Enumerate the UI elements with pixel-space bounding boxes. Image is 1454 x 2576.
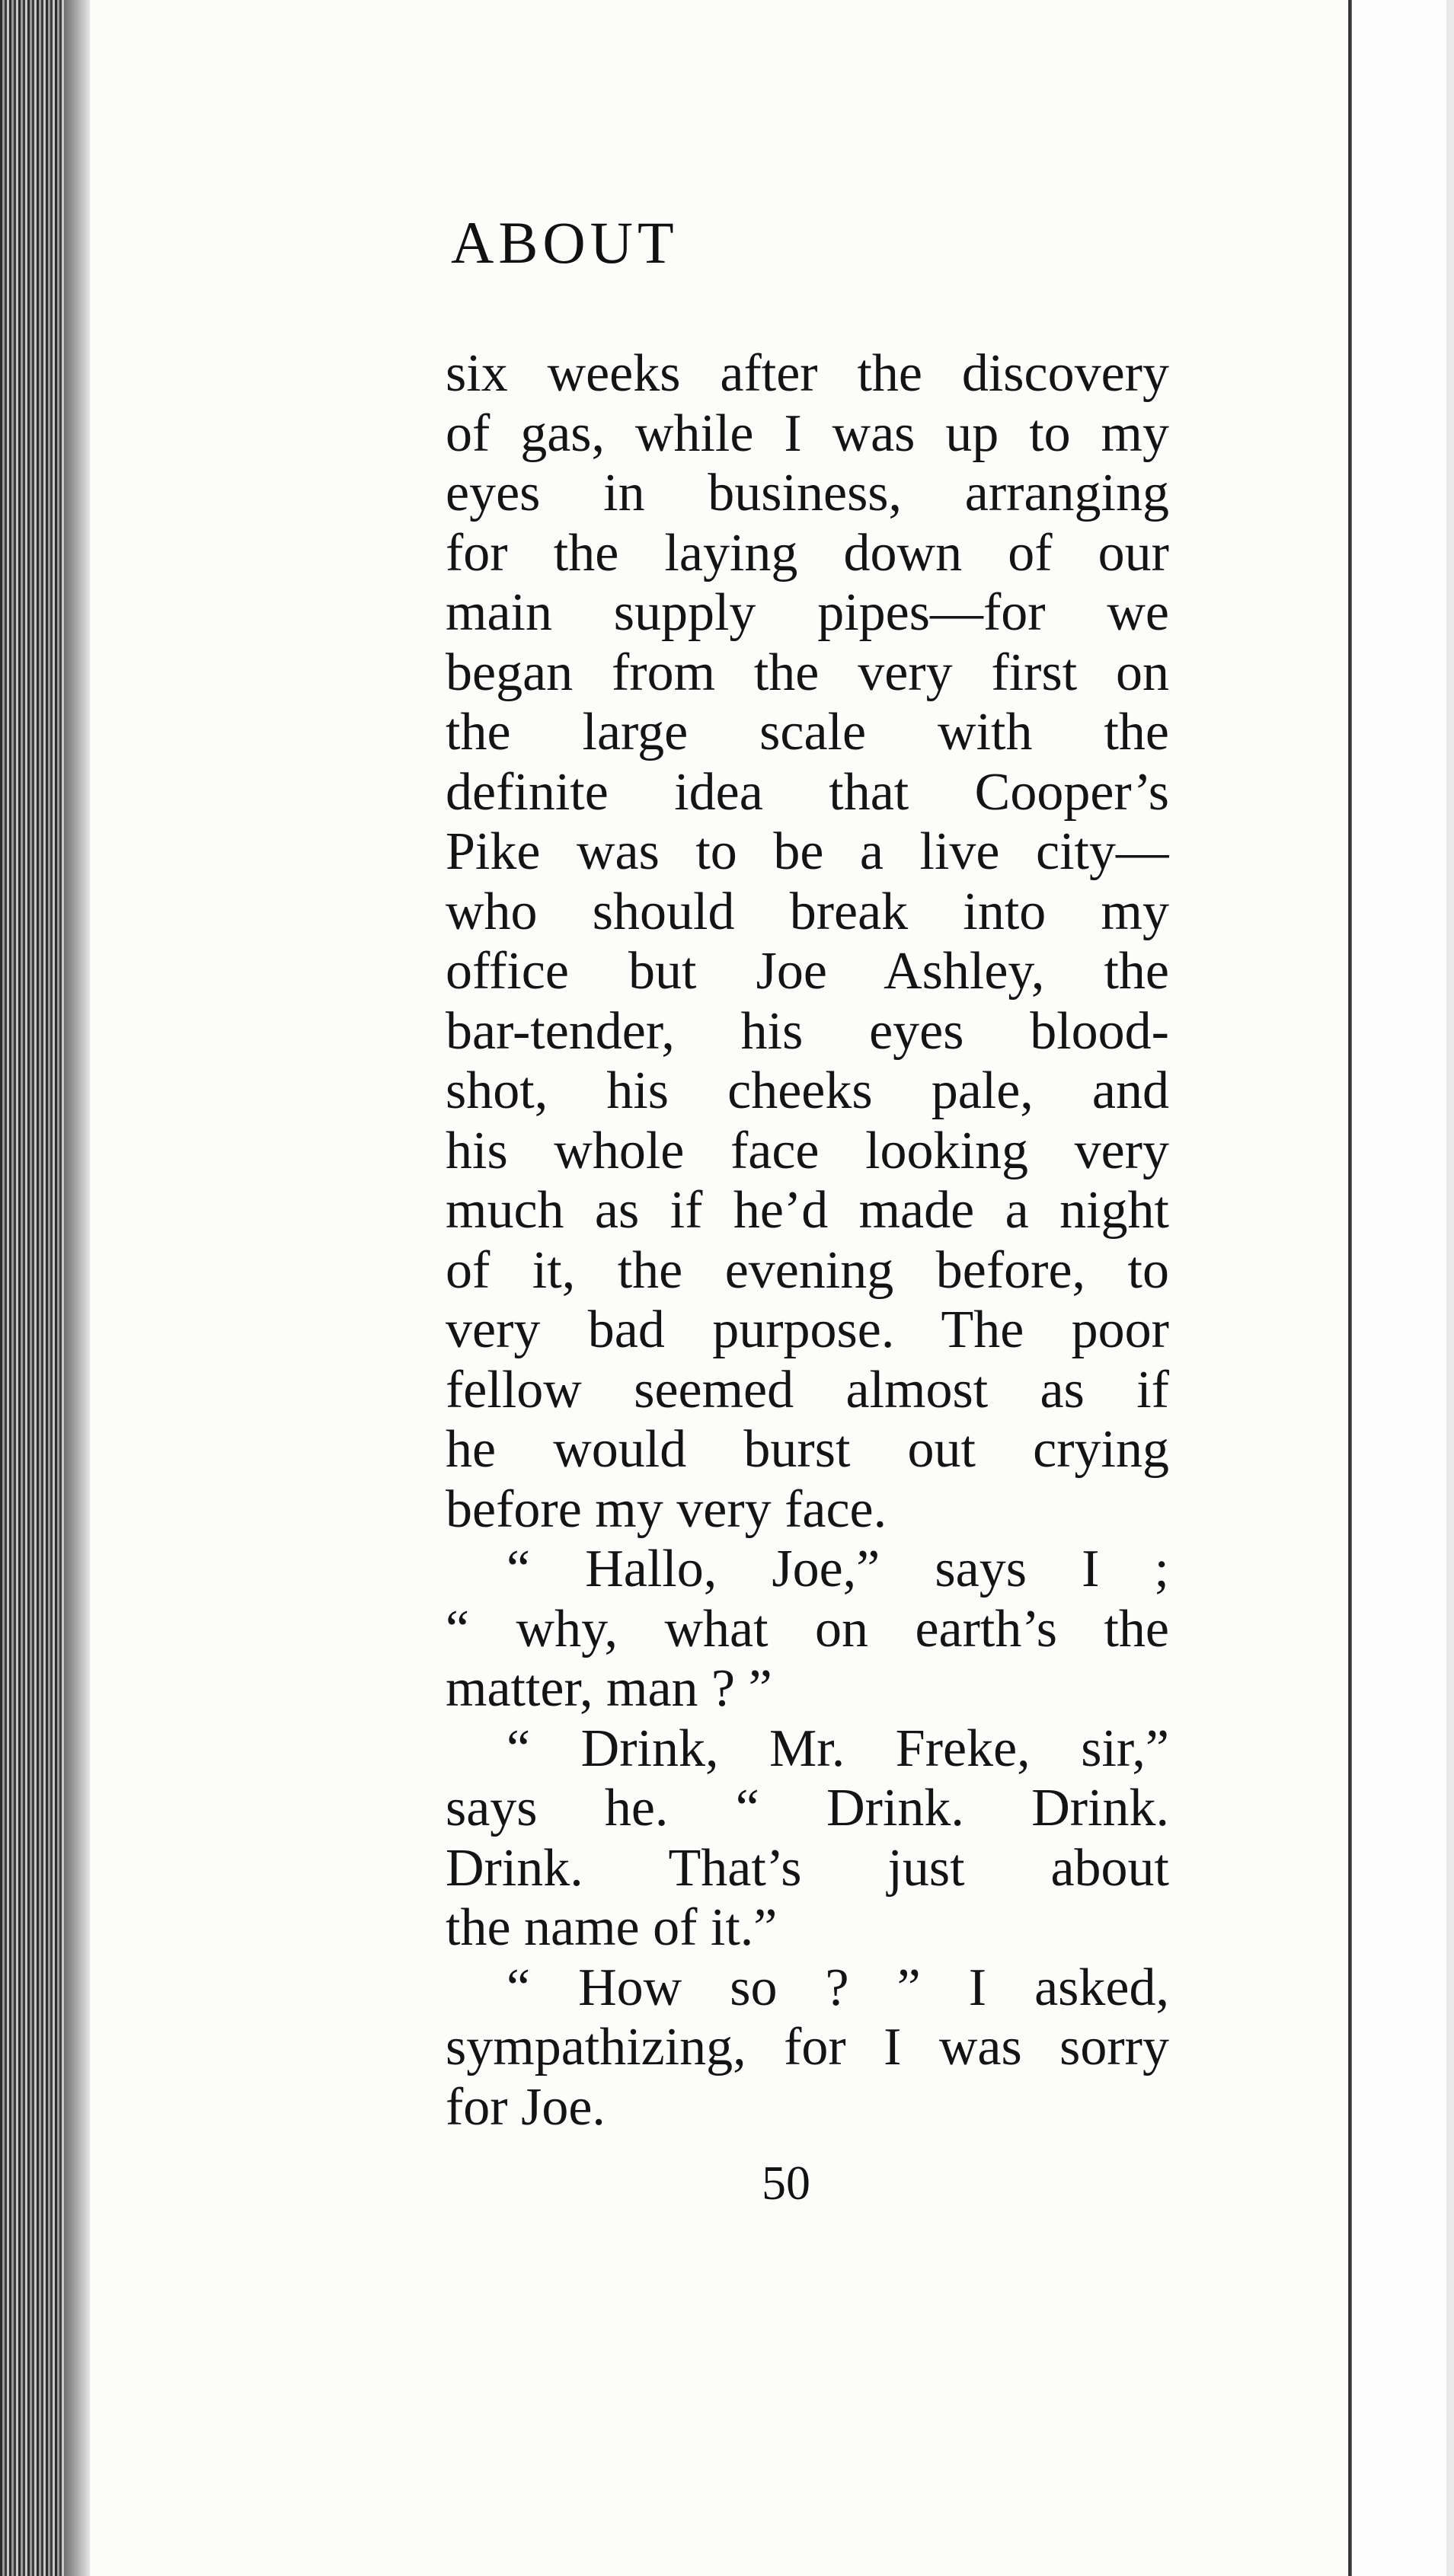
text-line: the name of it.”: [446, 1898, 778, 1957]
text-line: much as if he’d made a night: [446, 1181, 1169, 1240]
text-line: he would burst out crying: [446, 1420, 1169, 1479]
text-line: matter, man ? ”: [446, 1659, 772, 1718]
text-line: very bad purpose. The poor: [446, 1301, 1169, 1359]
text-line: “ How so ? ” I asked,: [507, 1958, 1169, 2017]
text-line: “ Drink, Mr. Freke, sir,”: [507, 1719, 1169, 1778]
text-line: bar-tender, his eyes blood-: [446, 1001, 1169, 1061]
text-line: office but Joe Ashley, the: [446, 942, 1169, 1001]
text-line: “ why, what on earth’s the: [446, 1599, 1169, 1658]
text-line: of it, the evening before, to: [446, 1240, 1169, 1300]
text-line: for the laying down of our: [446, 523, 1169, 583]
text-line: definite idea that Cooper’s: [446, 762, 1169, 822]
running-head: ABOUT: [451, 209, 679, 276]
text-line: “ Hallo, Joe,” says I ;: [507, 1540, 1169, 1598]
text-line: for Joe.: [446, 2077, 606, 2137]
text-line: who should break into my: [446, 882, 1169, 941]
text-line: eyes in business, arranging: [446, 464, 1169, 522]
facing-page-margin: [1352, 0, 1454, 2576]
text-line: Pike was to be a live city—: [446, 822, 1169, 881]
text-line: the large scale with the: [446, 703, 1169, 761]
text-line: six weeks after the discovery: [446, 344, 1169, 403]
text-line: began from the very first on: [446, 643, 1169, 702]
text-line: sympathizing, for I was sorry: [446, 2018, 1169, 2076]
text-line: shot, his cheeks pale, and: [446, 1061, 1169, 1120]
text-line: main supply pipes—for we: [446, 583, 1169, 642]
book-page-edges: [0, 0, 90, 2576]
facing-page-edge: [1446, 0, 1454, 2576]
text-line: fellow seemed almost as if: [446, 1360, 1169, 1419]
body-text: [446, 344, 1169, 2137]
text-line: Drink. That’s just about: [446, 1838, 1169, 1898]
text-line: says he. “ Drink. Drink.: [446, 1779, 1169, 1837]
text-line: before my very face.: [446, 1480, 887, 1539]
text-line: his whole face looking very: [446, 1121, 1169, 1180]
page-number: 50: [762, 2156, 810, 2210]
text-line: of gas, while I was up to my: [446, 404, 1169, 463]
